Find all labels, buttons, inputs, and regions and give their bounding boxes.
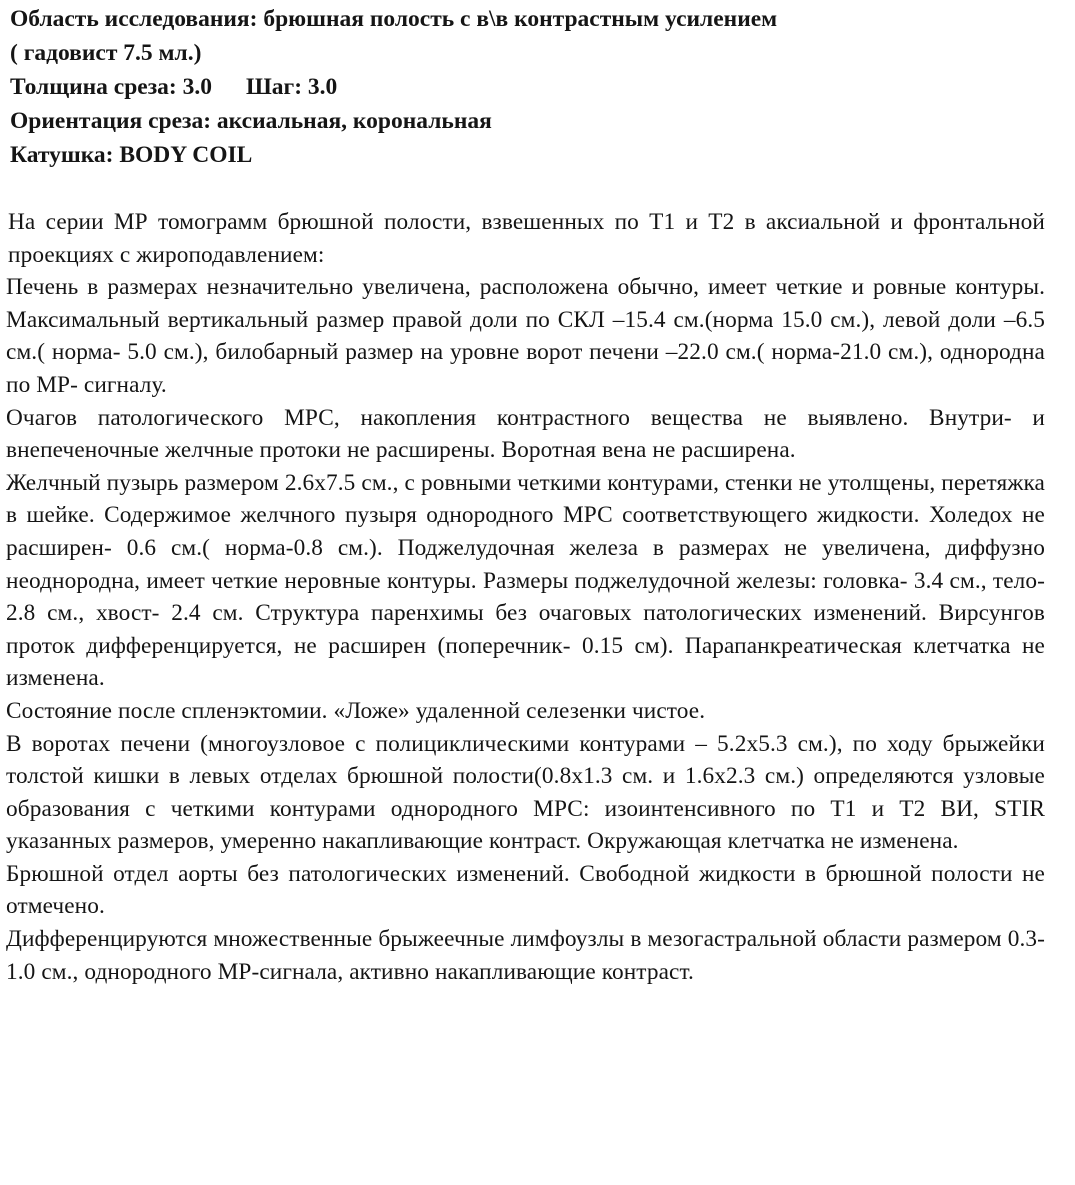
- aorta-paragraph: Брюшной отдел аорты без патологических изменений. Свободной жидкости в брюшной полости не отмечено.: [6, 860, 1045, 920]
- spleen-paragraph: Состояние после спленэктомии. «Ложе» удаленной селезенки чистое.: [6, 697, 706, 724]
- study-area: Область исследования: брюшная полость с в\в контрастным усилением: [10, 6, 778, 32]
- coil-type: Катушка: BODY COIL: [10, 142, 253, 168]
- gallbladder-paragraph: Желчный пузырь размером 2.6х7.5 см., с ровными четкими контурами, стенки не утолщены, перетяжка в шейке. Содержимое желчного пузыря однородного МРС соответствующего жидкости. Холедох не расширен- 0.6 см.( норма-0.8 см.). Поджелудочная железа в размерах не увеличена, диффузно неоднородна, имеет четкие неровные контуры. Размеры поджелудочной железы: головка- 3.4 см., тело- 2.8 см., хвост- 2.4 см. Структура паренхимы без очаговых патологических изменений. Вирсунгов проток дифференцируется, не расширен (поперечник- 0.15 см). Парапанкреатическая клетчатка не изменена.: [6, 469, 1045, 692]
- intro-paragraph: На серии МР томограмм брюшной полости, взвешенных по Т1 и Т2 в аксиальной и фронтальной проекциях с жироподавлением:: [8, 209, 1045, 268]
- report-body: [6, 206, 1045, 988]
- lymph-paragraph: Дифференцируются множественные брыжеечные лимфоузлы в мезогастральной области размером 0.3-1.0 см., однородного МР-сигнала, активно накапливающие контраст.: [6, 926, 1045, 985]
- contrast-dose: ( гадовист 7.5 мл.): [10, 40, 202, 66]
- slice-orientation: Ориентация среза: аксиальная, корональная: [10, 108, 492, 134]
- study-header: [6, 2, 1045, 172]
- nodes-paragraph: В воротах печени (многоузловое с полициклическими контурами – 5.2х5.3 см.), по ходу брыжейки толстой кишки в левых отделах брюшной полости(0.8х1.3 см. и 1.6х2.3 см.) определяются узловые образования с четкими контурами однородного МРС: изоинтенсивного по Т1 и Т2 ВИ, STIR указанных размеров, умеренно накапливающие контраст. Окружающая клетчатка не изменена.: [6, 730, 1045, 855]
- slice-thickness: Толщина среза: 3.0: [10, 74, 212, 100]
- slice-step: Шаг: 3.0: [246, 74, 338, 100]
- slice-params: [10, 70, 1045, 104]
- liver-paragraph: Печень в размерах незначительно увеличена, расположена обычно, имеет четкие и ровные контуры. Максимальный вертикальный размер правой доли по СКЛ –15.4 см.(норма 15.0 см.), левой доли –6.5 см.( норма- 5.0 см.), билобарный размер на уровне ворот печени –22.0 см.( норма-21.0 см.), однородна по МР- сигналу.: [6, 274, 1045, 398]
- foci-paragraph: Очагов патологического МРС, накопления контрастного вещества не выявлено. Внутри- и внепеченочные желчные протоки не расширены. Воротная вена не расширена.: [6, 404, 1045, 464]
